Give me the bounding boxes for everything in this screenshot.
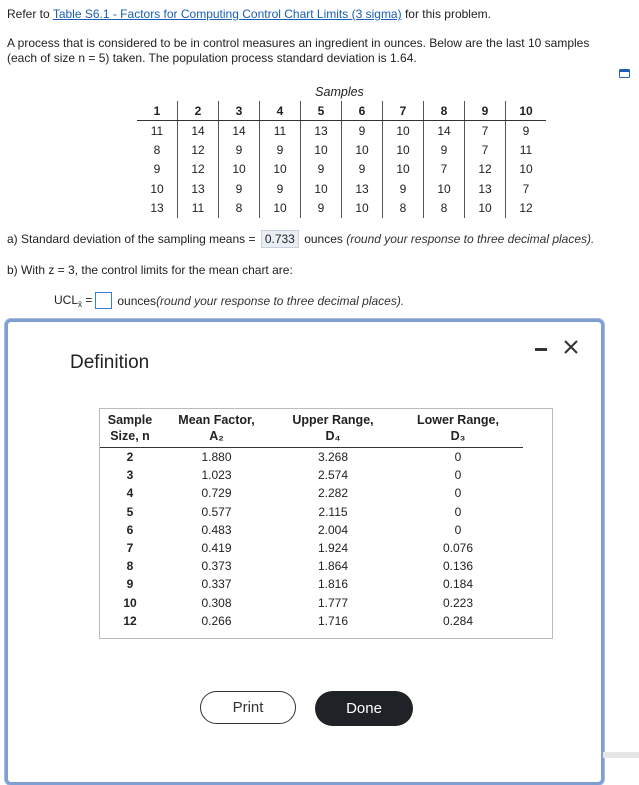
sample-cell: 7 <box>506 179 547 198</box>
print-button[interactable]: Print <box>200 691 296 724</box>
ucl-line <box>54 292 404 309</box>
sample-cell: 9 <box>383 179 424 198</box>
part-a-unit: ounces <box>300 232 347 246</box>
cell-lower-range: 0 <box>454 486 462 501</box>
factors-header-row <box>100 409 523 448</box>
cell-mean-factor: 0.729 <box>201 486 232 501</box>
sample-cell: 14 <box>424 121 465 141</box>
ucl-unit: ounces <box>117 293 157 308</box>
part-b-text: b) With z = 3, the control limits for the mean chart are: <box>7 263 293 277</box>
cell-mean-factor: 0.337 <box>201 577 232 592</box>
sample-cell: 7 <box>424 160 465 179</box>
cell-upper-range: 1.716 <box>317 613 349 628</box>
factors-row <box>100 521 523 539</box>
cell-upper-range: 2.004 <box>317 522 349 537</box>
cell-upper-range: 2.574 <box>317 468 349 483</box>
sample-cell: 8 <box>424 199 465 218</box>
samples-row <box>137 121 546 141</box>
sample-cell: 10 <box>150 181 164 196</box>
cell-lower-range: 0.076 <box>442 541 474 556</box>
close-icon[interactable] <box>561 337 581 357</box>
cell-mean-factor: 0.266 <box>201 613 232 628</box>
sample-header: 2 <box>178 101 219 121</box>
sample-cell: 12 <box>178 160 219 179</box>
intro-suffix: for this problem. <box>401 7 491 21</box>
cell-sample-size: 8 <box>126 559 134 574</box>
definition-modal <box>5 319 604 785</box>
sample-cell: 9 <box>342 121 383 141</box>
cell-upper-range: 1.864 <box>317 559 349 574</box>
sample-cell: 9 <box>219 179 260 198</box>
factors-row <box>100 539 523 557</box>
modal-title: Definition <box>70 352 150 373</box>
sample-header: 4 <box>260 101 301 121</box>
done-button[interactable]: Done <box>315 691 413 726</box>
sample-cell: 8 <box>153 143 161 158</box>
cell-upper-range: 2.115 <box>318 504 348 519</box>
factors-table-frame <box>99 408 553 639</box>
sample-cell: 8 <box>219 199 260 218</box>
header-upper-range: Upper Range, D₄ <box>273 409 393 448</box>
ucl-input[interactable] <box>95 292 112 309</box>
cell-mean-factor: 0.308 <box>201 595 232 610</box>
sample-cell: 12 <box>178 140 219 159</box>
samples-row <box>137 140 546 159</box>
cell-sample-size: 10 <box>123 595 137 610</box>
cell-upper-range: 2.282 <box>317 486 349 501</box>
sample-header: 5 <box>301 101 342 121</box>
cell-lower-range: 0.136 <box>442 559 474 574</box>
cell-upper-range: 1.777 <box>317 595 349 610</box>
samples-row <box>137 199 546 218</box>
cell-lower-range: 0 <box>454 504 462 519</box>
sample-cell: 10 <box>342 199 383 218</box>
cell-lower-range: 0.184 <box>442 577 474 592</box>
cell-lower-range: 0 <box>454 468 462 483</box>
factors-row <box>100 612 523 630</box>
sample-header: 9 <box>465 101 506 121</box>
cell-mean-factor: 0.419 <box>201 541 232 556</box>
samples-row <box>137 179 546 198</box>
cell-sample-size: 4 <box>126 486 134 501</box>
header-sample-size: Sample Size, n <box>100 409 160 448</box>
cell-sample-size: 6 <box>126 522 134 537</box>
sample-cell: 10 <box>342 140 383 159</box>
cell-sample-size: 3 <box>126 468 134 483</box>
sample-cell: 9 <box>301 199 342 218</box>
sample-cell: 13 <box>178 179 219 198</box>
std-dev-answer[interactable]: 0.733 <box>261 230 299 248</box>
sample-cell: 11 <box>178 199 219 218</box>
sample-header: 1 <box>137 101 178 121</box>
part-a <box>7 230 594 248</box>
scrollbar[interactable] <box>603 752 639 758</box>
factors-row <box>100 594 523 612</box>
sample-cell: 9 <box>153 162 161 177</box>
sample-header: 8 <box>424 101 465 121</box>
factors-row <box>100 503 523 521</box>
sample-cell: 12 <box>465 160 506 179</box>
sample-cell: 14 <box>178 121 219 141</box>
samples-caption: Samples <box>315 85 364 99</box>
cell-mean-factor: 0.483 <box>201 522 232 537</box>
sample-cell: 10 <box>260 199 301 218</box>
minimize-icon[interactable] <box>535 348 547 351</box>
header-mean-factor: Mean Factor, A₂ <box>160 409 273 448</box>
cell-sample-size: 9 <box>126 577 134 592</box>
factors-row <box>100 448 523 467</box>
cell-sample-size: 12 <box>123 613 137 628</box>
sample-cell: 7 <box>465 140 506 159</box>
sample-header: 7 <box>383 101 424 121</box>
factors-row <box>100 484 523 502</box>
ucl-label: $UCL_{x̄}$ = <box>54 292 93 309</box>
sample-cell: 9 <box>506 121 547 141</box>
sample-cell: 7 <box>465 121 506 141</box>
sample-cell: 10 <box>383 140 424 159</box>
cell-upper-range: 3.268 <box>317 450 349 465</box>
sample-cell: 9 <box>342 160 383 179</box>
cell-upper-range: 1.816 <box>317 577 349 592</box>
sample-cell: 10 <box>506 160 547 179</box>
cell-upper-range: 1.924 <box>317 541 349 556</box>
problem-text: A process that is considered to be in control measures an ingredient in ounces. Below are the last 10 samples (each of size n = 5) taken. The population process standard deviation is 1.64. <box>7 36 590 65</box>
sample-cell: 11 <box>260 121 301 141</box>
sample-cell: 10 <box>301 140 342 159</box>
cell-mean-factor: 0.373 <box>201 559 232 574</box>
header-lower-range: Lower Range, D₃ <box>393 409 523 448</box>
sample-cell: 9 <box>301 160 342 179</box>
sample-cell: 10 <box>219 160 260 179</box>
sample-cell: 11 <box>506 140 547 159</box>
samples-table <box>137 101 546 218</box>
sample-header: 10 <box>506 101 547 121</box>
factors-row <box>100 575 523 593</box>
cell-lower-range: 0.284 <box>442 613 474 628</box>
part-a-text: a) Standard deviation of the sampling means = <box>7 232 259 246</box>
sample-cell: 9 <box>424 140 465 159</box>
sample-header: 6 <box>342 101 383 121</box>
sample-cell: 9 <box>260 179 301 198</box>
intro-prefix: Refer to <box>7 7 53 21</box>
cell-sample-size: 5 <box>126 504 134 519</box>
sample-cell: 10 <box>301 179 342 198</box>
sample-cell: 10 <box>383 160 424 179</box>
sample-cell: 10 <box>260 160 301 179</box>
cell-mean-factor: 0.577 <box>201 504 232 519</box>
sample-cell: 12 <box>506 199 547 218</box>
sample-cell: 13 <box>301 121 342 141</box>
part-a-hint: (round your response to three decimal places). <box>346 232 595 246</box>
sample-header: 3 <box>219 101 260 121</box>
cell-mean-factor: 1.880 <box>201 450 232 465</box>
cell-mean-factor: 1.023 <box>201 468 232 483</box>
cell-sample-size: 7 <box>126 541 134 556</box>
sample-cell: 10 <box>465 199 506 218</box>
sample-cell: 11 <box>150 123 164 138</box>
copy-icon[interactable] <box>619 69 630 78</box>
factors-row <box>100 557 523 575</box>
sample-cell: 8 <box>383 199 424 218</box>
samples-header-row <box>137 101 546 121</box>
sample-cell: 10 <box>424 179 465 198</box>
samples-row <box>137 160 546 179</box>
cell-sample-size: 2 <box>126 450 134 465</box>
factors-row <box>100 466 523 484</box>
table-link[interactable]: Table S6.1 - Factors for Computing Control Chart Limits (3 sigma) <box>52 7 402 21</box>
sample-cell: 13 <box>342 179 383 198</box>
cell-lower-range: 0 <box>454 450 462 465</box>
sample-cell: 9 <box>219 140 260 159</box>
sample-cell: 14 <box>219 121 260 141</box>
sample-cell: 10 <box>383 121 424 141</box>
sample-cell: 13 <box>150 201 164 216</box>
cell-lower-range: 0.223 <box>442 595 474 610</box>
sample-cell: 9 <box>260 140 301 159</box>
ucl-hint: (round your response to three decimal places). <box>156 293 405 308</box>
sample-cell: 13 <box>465 179 506 198</box>
factors-table <box>100 409 523 630</box>
cell-lower-range: 0 <box>454 522 462 537</box>
intro-line <box>7 7 491 21</box>
